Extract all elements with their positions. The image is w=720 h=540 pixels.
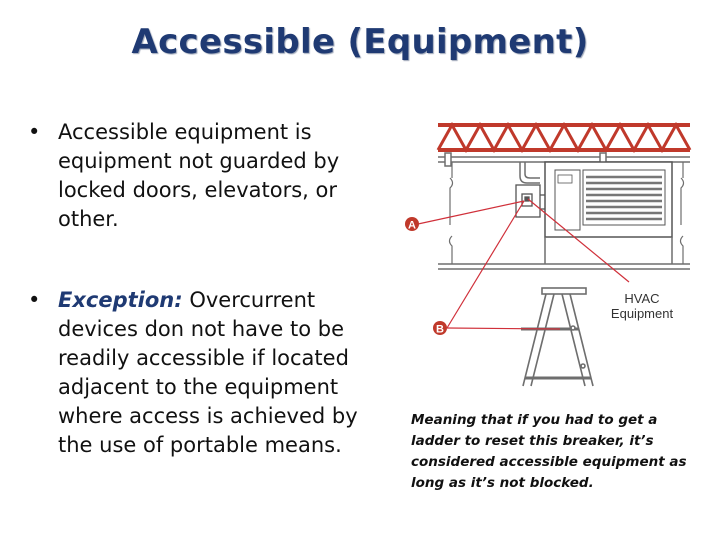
exception-label: Exception: <box>58 288 183 312</box>
hvac-label-line2: Equipment <box>610 306 674 321</box>
figure-caption: Meaning that if you had to get a ladder to reset this breaker, it’s considered accessible equipment as long as it’s not blocked. <box>411 412 687 491</box>
platform <box>438 237 690 269</box>
bullet-dot: • <box>28 288 41 312</box>
bullet-text: Accessible equipment is equipment not guarded by locked doors, elevators, or other. <box>58 120 340 231</box>
ceiling-truss <box>438 125 690 150</box>
bullet-text: Overcurrent devices don not have to be readily accessible if located adjacent to the equipment where access is achieved by the use of portable means. <box>58 288 358 457</box>
svg-text:A: A <box>408 219 416 232</box>
slide-title: Accessible (Equipment) <box>131 22 589 62</box>
bullet-dot: • <box>28 120 41 144</box>
hvac-label-line1: HVAC <box>624 291 660 306</box>
svg-text:B: B <box>436 323 444 336</box>
hvac-unit <box>545 162 672 237</box>
marker-b <box>433 321 447 336</box>
marker-a <box>405 217 419 232</box>
ladder <box>521 288 593 386</box>
